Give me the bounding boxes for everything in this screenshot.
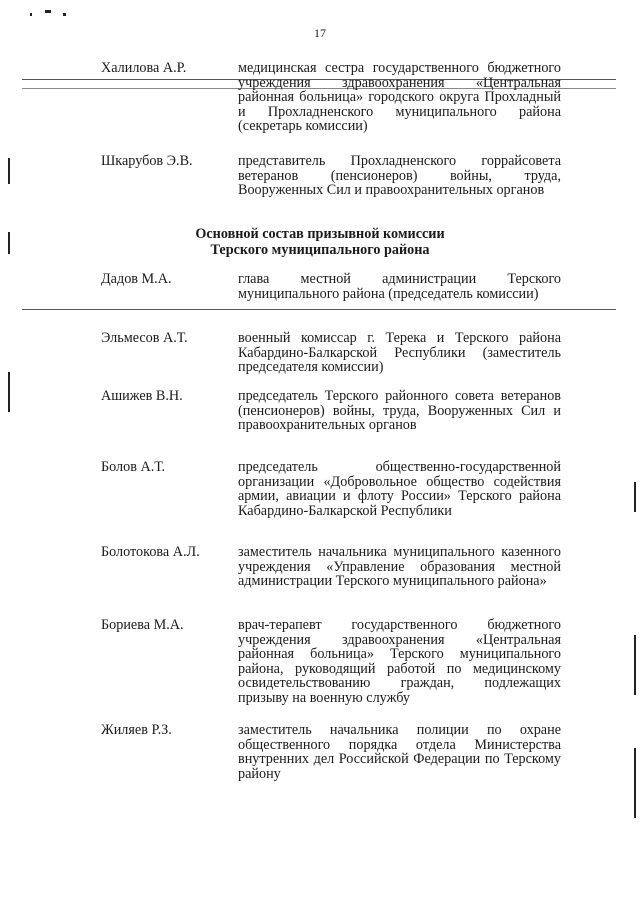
member-entry	[101, 723, 561, 781]
member-description: врач-терапевт государственного бюджетного учреждения здравоохранения «Центральная районная больница» Терского муниципального района, руководящий работой по медицинскому освидетельствованию граждан, подлежащих призыву на военную службу	[238, 617, 561, 706]
member-name: Дадов М.А.	[101, 271, 172, 287]
member-name: Ашижев В.Н.	[101, 388, 183, 404]
member-entry	[101, 389, 561, 433]
section-heading-line-2: Терского муниципального района	[210, 241, 430, 258]
member-description: председатель общественно-государственной организации «Добровольное общество содействия армии, авиации и флоту России» Терского района Кабардино-Балкарской Республики	[238, 459, 561, 519]
member-description: председатель Терского районного совета ветеранов (пенсионеров) войны, труда, Вооруженных Сил и правоохранительных органов	[238, 388, 561, 434]
member-name: Бориева М.А.	[101, 617, 184, 633]
member-description: глава местной администрации Терского муниципального района (председатель комиссии)	[238, 271, 561, 302]
scan-mark-top-left-1	[30, 13, 32, 16]
scan-mark-top-left-2	[45, 10, 51, 13]
scan-mark-right-edge-2	[634, 635, 636, 695]
page-number: 17	[314, 26, 326, 40]
member-name: Халилова А.Р.	[101, 60, 187, 76]
member-name: Болотокова А.Л.	[101, 544, 200, 560]
member-entry	[101, 272, 561, 301]
section-heading-line-1: Основной состав призывной комиссии	[195, 226, 445, 242]
member-entry	[101, 460, 561, 518]
member-description: медицинская сестра государственного бюджетного учреждения здравоохранения «Центральная районная больница» городского округа Прохладный и Прохладненского муниципального района (секретарь комиссии)	[238, 60, 561, 135]
member-entry	[101, 545, 561, 589]
scan-mark-top-left-3	[63, 13, 66, 16]
member-entry	[101, 61, 561, 134]
member-entry	[101, 331, 561, 375]
member-name: Болов А.Т.	[101, 459, 166, 475]
scan-line-3	[22, 309, 616, 310]
member-description: военный комиссар г. Терека и Терского района Кабардино-Балкарской Республики (заместитель председателя комиссии)	[238, 330, 561, 376]
section-heading	[0, 227, 640, 258]
member-name: Шкарубов Э.В.	[101, 153, 193, 169]
scan-mark-left-edge-3	[8, 372, 10, 412]
scan-mark-right-edge-3	[634, 748, 636, 818]
member-name: Жиляев Р.З.	[101, 722, 172, 738]
member-name: Эльмесов А.Т.	[101, 330, 188, 346]
scan-mark-left-edge-1	[8, 158, 10, 184]
member-description: заместитель начальника муниципального казенного учреждения «Управление образования местной администрации Терского муниципального района»	[238, 544, 561, 590]
member-description: заместитель начальника полиции по охране общественного порядка отдела Министерства внутренних дел Российской Федерации по Терскому району	[238, 722, 561, 782]
member-entry	[101, 618, 561, 706]
member-description: представитель Прохладненского горрайсовета ветеранов (пенсионеров) войны, труда, Вооруженных Сил и правоохранительных органов	[238, 153, 561, 199]
member-entry	[101, 154, 561, 198]
scan-mark-right-edge-1	[634, 482, 636, 512]
